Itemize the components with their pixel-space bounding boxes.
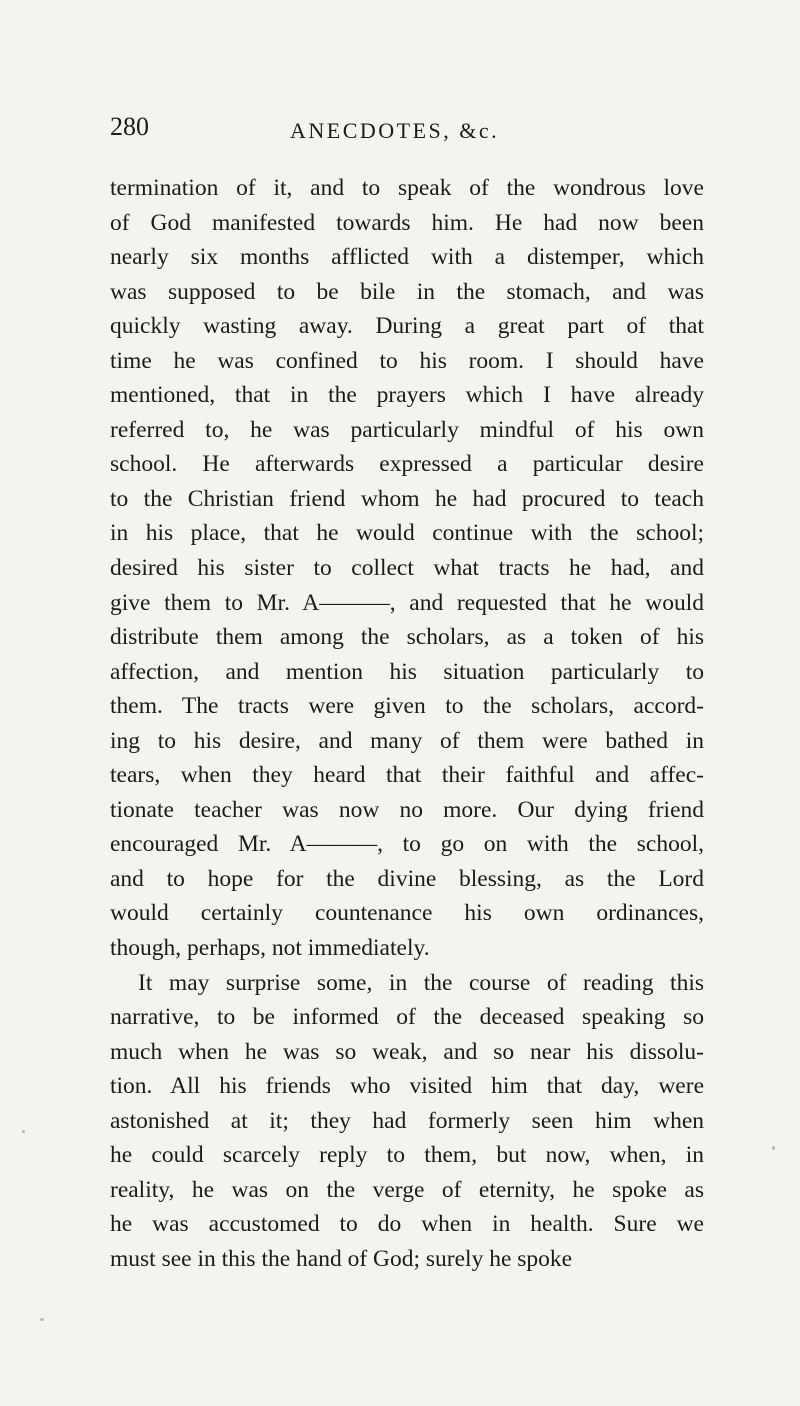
text-line: astonished at it; they had formerly seen him when [110, 1107, 704, 1134]
text-line: quickly wasting away. During a great part of that [110, 313, 704, 340]
text-line: would certainly countenance his own ordinances, [110, 900, 704, 927]
text-line: and to hope for the divine blessing, as the Lord [110, 865, 704, 892]
text-line: must see in this the hand of God; surely he spoke [110, 1245, 573, 1272]
text-line: encouraged Mr. A———, to go on with the school, [110, 831, 704, 858]
page-number: 280 [110, 112, 149, 141]
text-line: to the Christian friend whom he had procured to teach [110, 485, 704, 512]
text-line: them. The tracts were given to the scholars, accord- [110, 693, 704, 720]
text-line: distribute them among the scholars, as a token of his [110, 624, 704, 651]
text-line: mentioned, that in the prayers which I have already [110, 382, 704, 409]
text-line: of God manifested towards him. He had now been [110, 209, 704, 236]
text-line: tears, when they heard that their faithful and affec- [110, 762, 704, 789]
running-head: ANECDOTES, &c. [290, 118, 500, 143]
paper-speck [40, 1318, 44, 1321]
paragraph-start-line: It may surprise some, in the course of reading this [138, 969, 704, 996]
page-header [110, 112, 700, 152]
text-line: termination of it, and to speak of the wondrous love [110, 175, 704, 201]
text-line: tion. All his friends who visited him that day, were [110, 1073, 704, 1100]
text-line: give them to Mr. A———, and requested that he would [110, 589, 704, 616]
text-line: school. He afterwards expressed a particular desire [110, 451, 704, 478]
body-text [110, 171, 704, 1277]
text-line: tionate teacher was now no more. Our dying friend [110, 796, 704, 823]
text-line: he could scarcely reply to them, but now, when, in [110, 1142, 704, 1169]
text-line: narrative, to be informed of the deceased speaking so [110, 1004, 704, 1031]
text-line: reality, he was on the verge of eternity, he spoke as [110, 1176, 704, 1203]
text-line: referred to, he was particularly mindful of his own [110, 416, 704, 443]
paper-speck [772, 1146, 775, 1150]
text-line: he was accustomed to do when in health. Sure we [110, 1211, 704, 1238]
text-line: was supposed to be bile in the stomach, and was [110, 278, 704, 305]
text-line: much when he was so weak, and so near his dissolu- [110, 1038, 704, 1065]
text-line: ing to his desire, and many of them were bathed in [110, 727, 704, 754]
paragraph-end-line: though, perhaps, not immediately. [110, 935, 430, 962]
paper-speck [22, 1130, 25, 1133]
text-line: desired his sister to collect what tracts he had, and [110, 555, 704, 582]
text-line: nearly six months afflicted with a distemper, which [110, 244, 704, 271]
text-line: in his place, that he would continue with the school; [110, 520, 704, 547]
text-line: affection, and mention his situation particularly to [110, 658, 704, 685]
text-line: time he was confined to his room. I should have [110, 347, 704, 374]
